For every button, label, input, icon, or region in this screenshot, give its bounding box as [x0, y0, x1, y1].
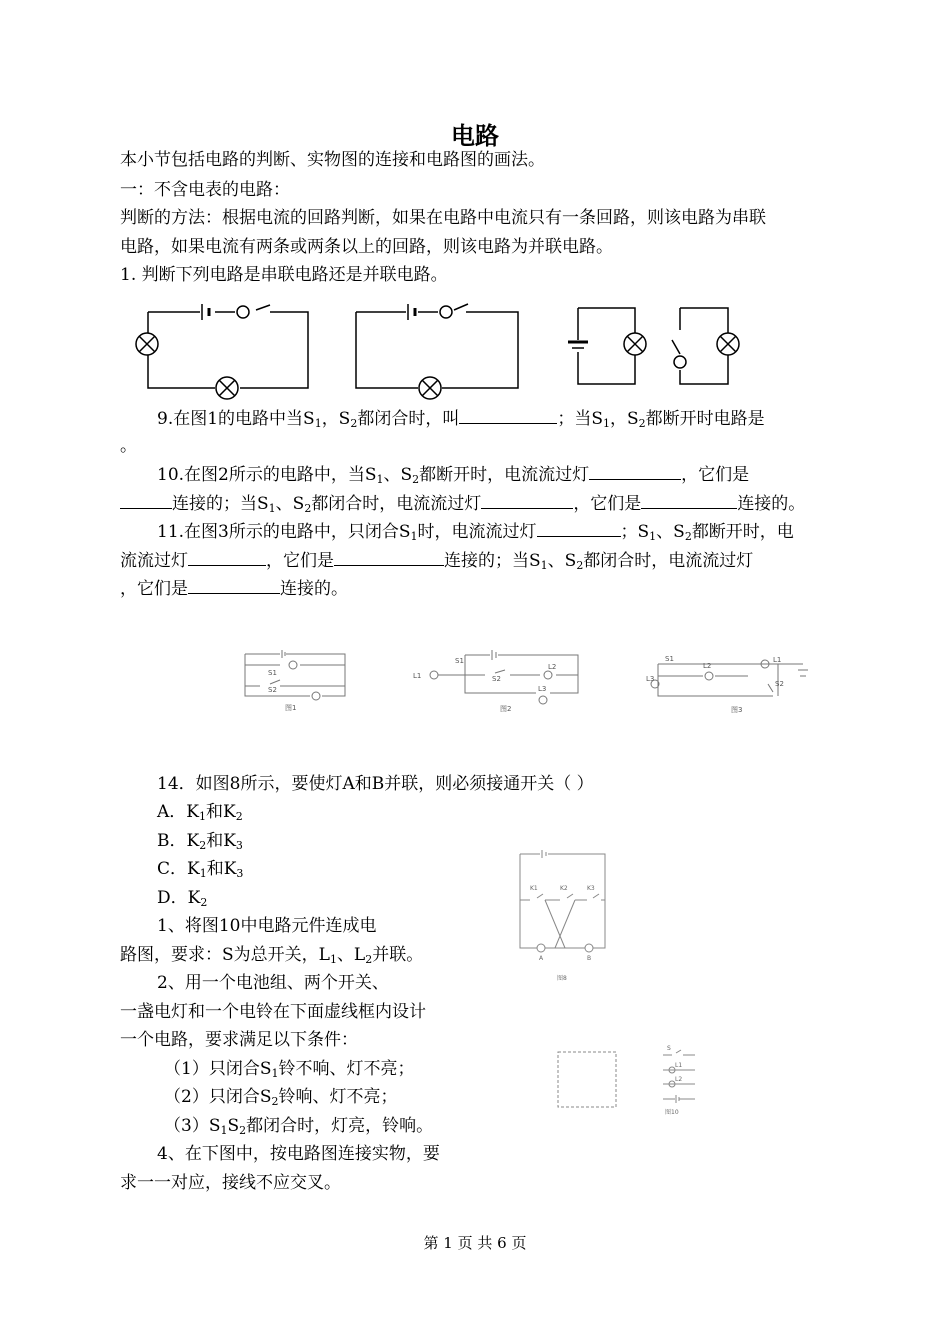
condition-1: （1）只闭合$S_1$铃不响、灯不亮；: [164, 1059, 415, 1080]
figure-1: [240, 648, 350, 713]
answer-blank[interactable]: [334, 547, 444, 566]
question-1: 1. 判断下列电路是串联电路还是并联电路。: [120, 265, 448, 285]
svg-text:K1: K1: [530, 885, 538, 892]
option-c: C．$K_1$和$K_3$: [157, 859, 244, 880]
question-9: 9.在图1的电路中当$S_1$，$S_2$都闭合时，叫 ；当$S_1$，$S_2$都断开时电路是: [157, 405, 765, 436]
intro-line: 本小节包括电路的判断、实物图的连接和电路图的画法。: [120, 150, 545, 170]
svg-text:S1: S1: [268, 669, 277, 677]
svg-text:L1: L1: [413, 672, 422, 680]
question-14: 14．如图8所示，要使灯A和B并联，则必须接通开关（ ）: [157, 774, 594, 794]
svg-text:图2: 图2: [500, 705, 512, 713]
svg-text:S: S: [667, 1045, 671, 1052]
page-title: 电路: [451, 122, 499, 150]
svg-text:B: B: [587, 955, 592, 962]
svg-text:L1: L1: [675, 1062, 683, 1069]
option-d: D．$K_2$: [157, 888, 208, 909]
answer-blank[interactable]: [188, 547, 266, 566]
svg-text:A: A: [539, 955, 544, 962]
question-11-line-2: 流流过灯 ，它们是 连接的；当$S_1$、$S_2$都闭合时，电流流过灯: [120, 547, 753, 578]
option-a: A．$K_1$和$K_2$: [157, 802, 243, 823]
dashed-design-box: [558, 1052, 616, 1107]
svg-text:K3: K3: [587, 885, 595, 892]
figure-3: [643, 648, 813, 716]
svg-text:L3: L3: [646, 675, 655, 683]
option-b: B．$K_2$和$K_3$: [157, 831, 243, 852]
svg-text:K2: K2: [560, 885, 568, 892]
task-4-line-2: 求一一对应，接线不应交叉。: [120, 1173, 341, 1193]
question-11-line-1: 11.在图3所示的电路中，只闭合$S_1$时，电流流过灯 ；$S_1$、$S_2$都断开时，电: [157, 518, 794, 549]
answer-blank[interactable]: [459, 405, 557, 424]
design-box-and-figure-10: [555, 1040, 705, 1120]
answer-blank[interactable]: [120, 490, 172, 509]
svg-text:图8: 图8: [557, 975, 567, 982]
figure-2: [410, 645, 590, 715]
question-9-end: 。: [120, 436, 137, 456]
svg-text:L2: L2: [548, 663, 557, 671]
method-line-1: 判断的方法：根据电流的回路判断，如果在电路中电流只有一条回路，则该电路为串联: [120, 208, 766, 228]
task-1-line-1: 1、将图10中电路元件连成电: [157, 916, 377, 936]
question-10-line-2: 连接的；当$S_1$、$S_2$都闭合时，电流流过灯 ，它们是 连接的。: [120, 490, 805, 521]
svg-text:L1: L1: [773, 656, 782, 664]
circuit-diagram-2: [348, 300, 528, 400]
circuit-diagram-3: [560, 300, 750, 400]
svg-text:图3: 图3: [731, 706, 743, 714]
svg-text:S2: S2: [775, 680, 784, 688]
svg-text:S2: S2: [492, 675, 501, 683]
circuit-diagram-1: [130, 300, 320, 400]
svg-text:S1: S1: [665, 655, 674, 663]
page-footer: 第 1 页 共 6 页: [423, 1234, 527, 1252]
answer-blank[interactable]: [188, 575, 280, 594]
svg-text:L3: L3: [538, 685, 547, 693]
task-2-line-1: 2、用一个电池组、两个开关、: [157, 973, 389, 993]
condition-2: （2）只闭合$S_2$铃响、灯不亮；: [164, 1087, 398, 1108]
svg-text:S1: S1: [455, 657, 464, 665]
answer-blank[interactable]: [481, 490, 573, 509]
question-11-line-3: ，它们是 连接的。: [120, 575, 348, 601]
task-2-line-3: 一个电路，要求满足以下条件：: [120, 1030, 358, 1050]
section-heading: 一：不含电表的电路：: [120, 180, 290, 200]
answer-blank[interactable]: [537, 518, 621, 537]
question-10-line-1: 10.在图2所示的电路中，当$S_1$、$S_2$都断开时，电流流过灯 ，它们是: [157, 461, 749, 492]
svg-text:S2: S2: [268, 686, 277, 694]
task-1-line-2: 路图，要求：S为总开关，$L_1$、$L_2$并联。: [120, 945, 424, 966]
svg-text:L2: L2: [675, 1076, 683, 1083]
condition-3: $(3)S_1S_2$都闭合时，灯亮，铃响。: [164, 1116, 434, 1137]
figure-8: [515, 848, 610, 983]
svg-text:L2: L2: [703, 662, 712, 670]
svg-text:图1: 图1: [285, 704, 297, 712]
method-line-2: 电路，如果电流有两条或两条以上的回路，则该电路为并联电路。: [120, 237, 613, 257]
svg-text:图10: 图10: [665, 1109, 679, 1116]
task-2-line-2: 一盏电灯和一个电铃在下面虚线框内设计: [120, 1002, 426, 1022]
task-4-line-1: 4、在下图中，按电路图连接实物，要: [157, 1144, 440, 1164]
answer-blank[interactable]: [641, 490, 737, 509]
answer-blank[interactable]: [589, 461, 681, 480]
